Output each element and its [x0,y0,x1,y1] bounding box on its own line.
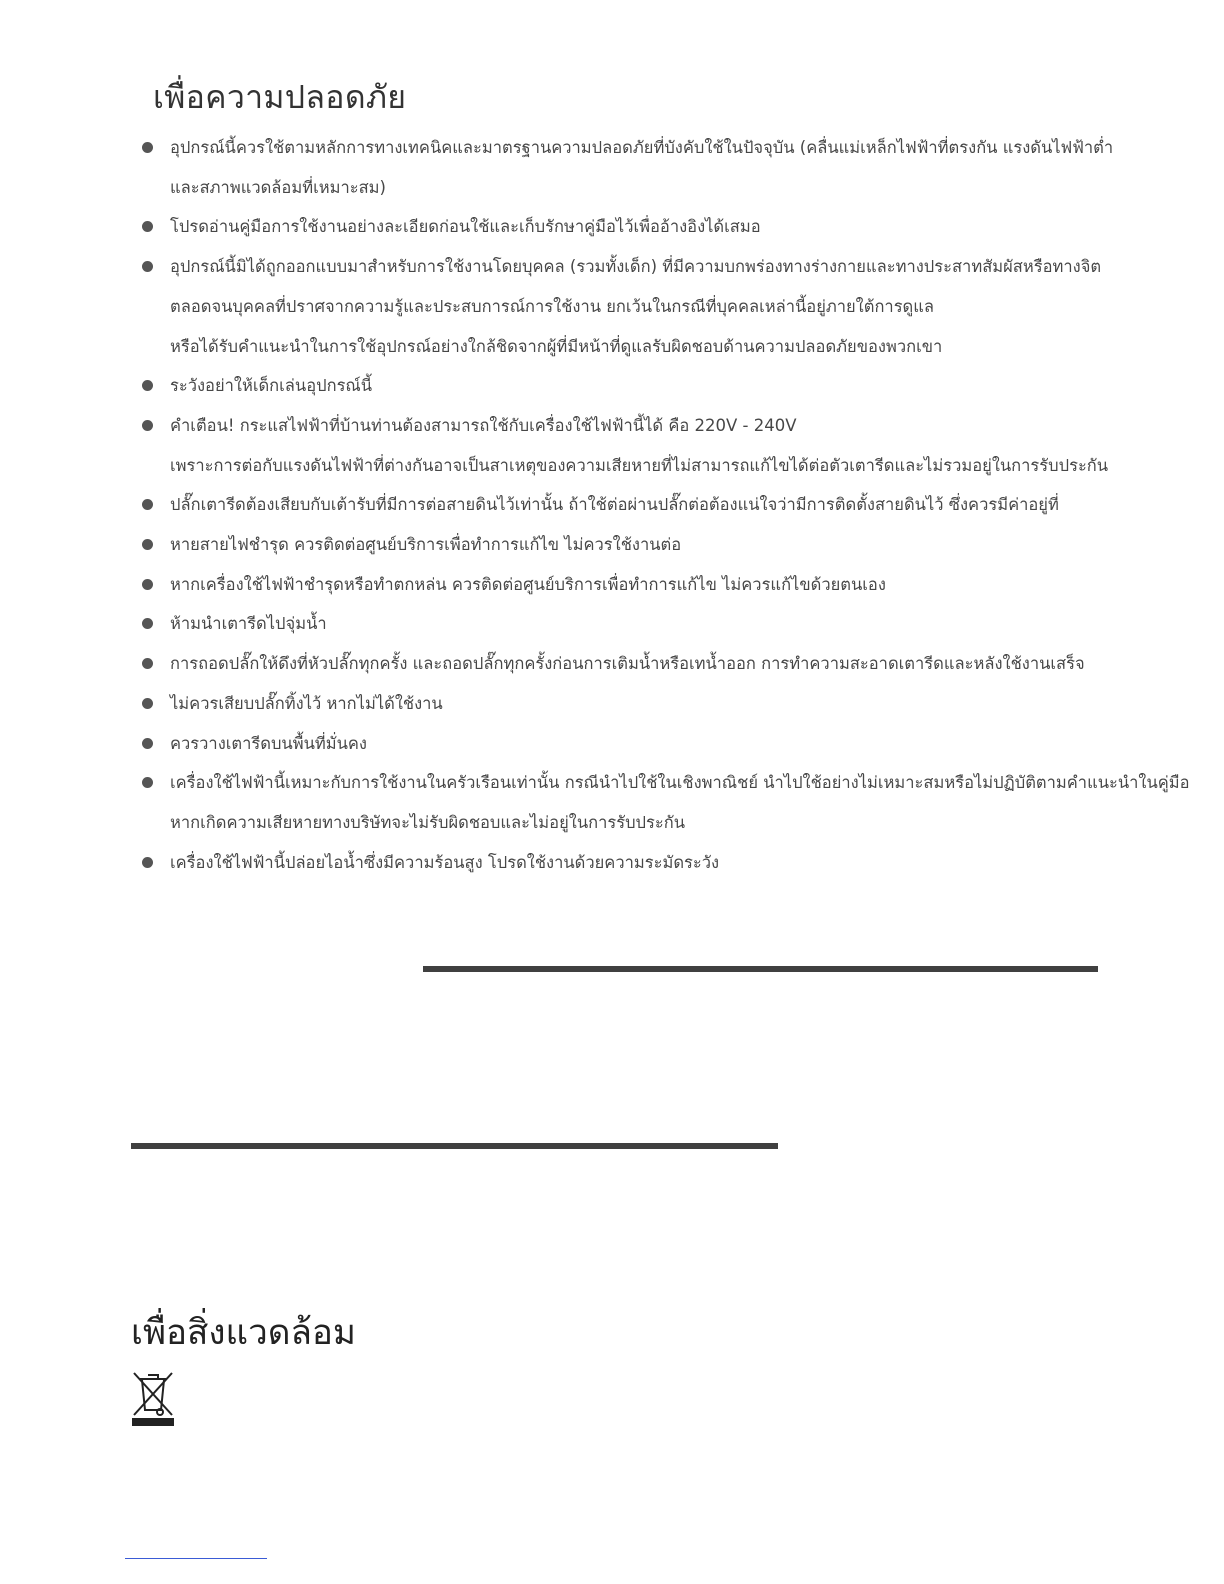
list-item-text: หรือได้รับคำแนะนำในการใช้อุปกรณ์อย่างใกล้ชิดจากผู้ที่มีหน้าที่ดูแลรับผิดชอบด้านความปลอดภัยของพวกเขา [170,336,943,356]
list-item-text: ปลั๊กเตารีดต้องเสียบกับเต้ารับที่มีการต่อสายดินไว้เท่านั้น ถ้าใช้ต่อผ่านปลั๊กต่อต้องแน่ใจว่ามีการติดตั้งสายดินไว้ ซึ่งควรมีค่าอยู่ที่ [170,495,1059,515]
bullet-icon [142,221,153,232]
crossed-out-wheelie-bin-icon [131,1370,175,1427]
list-item-text: อุปกรณ์นี้มิได้ถูกออกแบบมาสำหรับการใช้งานโดยบุคคล (รวมทั้งเด็ก) ที่มีความบกพร่องทางร่างกายและทางประสาทสัมผัสหรือทางจิต [170,257,1102,277]
bullet-icon [142,261,153,272]
list-item-text: คำเตือน! กระแสไฟฟ้าที่บ้านท่านต้องสามารถใช้กับเครื่องใช้ไฟฟ้านี้ได้ คือ 220V - 240V [170,415,797,435]
list-item-text: และสภาพแวดล้อมที่เหมาะสม) [170,177,386,197]
bullet-icon [142,420,153,431]
list-item-text: เพราะการต่อกับแรงดันไฟฟ้าที่ต่างกันอาจเป็นสาเหตุของความเสียหายที่ไม่สามารถแก้ไขได้ต่อตัวเตารีดและไม่รวมอยู่ในการรับประกัน [170,455,1109,475]
bullet-icon [142,539,153,550]
list-item [140,644,1140,684]
bullet-icon [142,579,153,590]
list-item [140,485,1140,525]
bullet-icon [142,142,153,153]
environment-heading: เพื่อสิ่งแวดล้อม [131,1313,356,1353]
list-item-text: โปรดอ่านคู่มือการใช้งานอย่างละเอียดก่อนใช้และเก็บรักษาคู่มือไว้เพื่ออ้างอิงได้เสมอ [170,217,761,237]
list-item-text: เครื่องใช้ไฟฟ้านี้เหมาะกับการใช้งานในครัวเรือนเท่านั้น กรณีนำไปใช้ในเชิงพาณิชย์ นำไปใช้อย่างไม่เหมาะสมหรือไม่ปฏิบัติตามคำแนะนำในคู่มือ [170,773,1190,793]
list-item [140,366,1140,406]
list-item-text: ควรวางเตารีดบนพื้นที่มั่นคง [170,733,367,753]
list-item [140,604,1140,644]
list-item-text: ห้ามนำเตารีดไปจุ่มน้ำ [170,614,327,634]
footnote-separator [125,1558,267,1559]
list-item-text: ตลอดจนบุคคลที่ปราศจากความรู้และประสบการณ์การใช้งาน ยกเว้นในกรณีที่บุคคลเหล่านี้อยู่ภายใต้การดูแล [170,296,935,316]
safety-list [140,128,1190,882]
list-item-text: หากเครื่องใช้ไฟฟ้าชำรุดหรือทำตกหล่น ควรติดต่อศูนย์บริการเพื่อทำการแก้ไข ไม่ควรแก้ไขด้วยตนเอง [170,574,886,594]
list-item [140,843,1140,883]
list-item [140,128,1140,207]
list-item [140,724,1140,764]
list-item-text: ระวังอย่าให้เด็กเล่นอุปกรณ์นี้ [170,376,373,396]
list-item-text: ไม่ควรเสียบปลั๊กทิ้งไว้ หากไม่ได้ใช้งาน [170,693,443,713]
list-item [140,406,1140,485]
list-item-text: หากเกิดความเสียหายทางบริษัทจะไม่รับผิดชอบและไม่อยู่ในการรับประกัน [170,812,686,832]
divider [423,966,1098,972]
bullet-icon [142,618,153,629]
list-item [140,525,1140,565]
list-item-text: การถอดปลั๊กให้ดึงที่หัวปลั๊กทุกครั้ง และถอดปลั๊กทุกครั้งก่อนการเติมน้ำหรือเทน้ำออก การทำความสะอาดเตารีดและหลังใช้งานเสร็จ [170,654,1085,674]
bullet-icon [142,698,153,709]
bullet-icon [142,658,153,669]
list-item-text: เครื่องใช้ไฟฟ้านี้ปล่อยไอน้ำซึ่งมีความร้อนสูง โปรดใช้งานด้วยความระมัดระวัง [170,852,720,872]
list-item [140,763,1190,842]
bullet-icon [142,499,153,510]
list-item [140,207,1140,247]
list-item [140,684,1140,724]
list-item [140,565,1140,605]
bullet-icon [142,380,153,391]
bullet-icon [142,857,153,868]
list-item [140,247,1140,366]
divider [131,1143,778,1149]
bullet-icon [142,777,153,788]
list-item-text: หายสายไฟชำรุด ควรติดต่อศูนย์บริการเพื่อทำการแก้ไข ไม่ควรใช้งานต่อ [170,535,682,555]
bullet-icon [142,738,153,749]
list-item-text: อุปกรณ์นี้ควรใช้ตามหลักการทางเทคนิคและมาตรฐานความปลอดภัยที่บังคับใช้ในปัจจุบัน (คลื่นแม่เหล็กไฟฟ้าที่ตรงกัน แรงดันไฟฟ้าต่ำ [170,138,1114,157]
safety-heading: เพื่อความปลอดภัย [153,78,407,116]
